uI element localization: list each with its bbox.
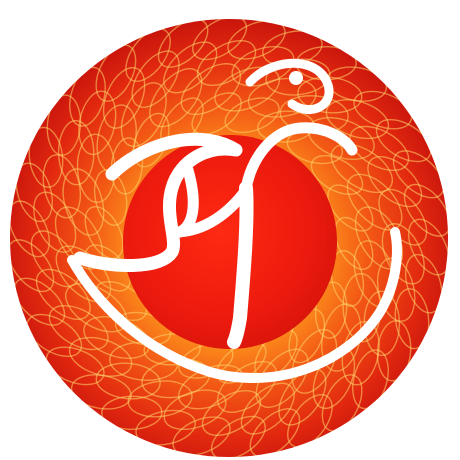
sun-circle [123,135,337,349]
